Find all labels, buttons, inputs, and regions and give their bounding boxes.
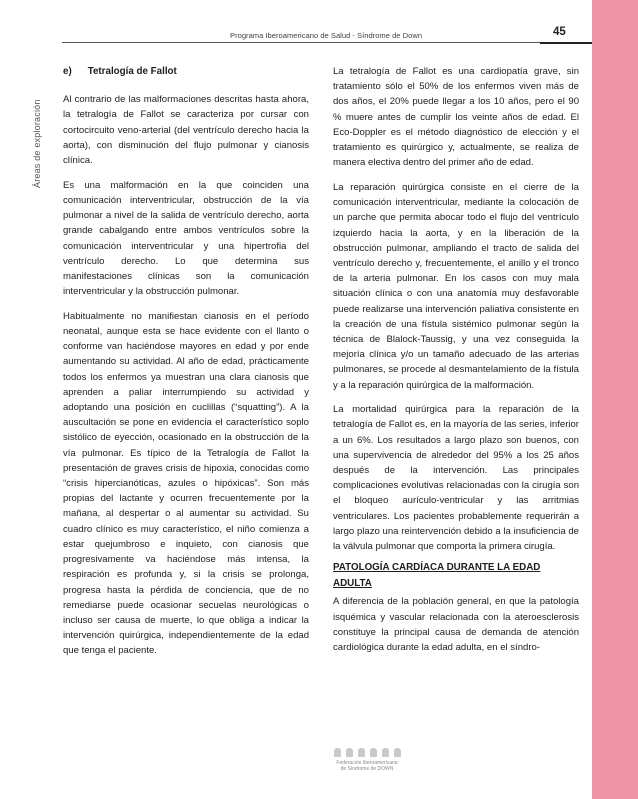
page-number-rule: [540, 42, 592, 44]
paragraph: Habitualmente no manifiestan cianosis en el período neonatal, aunque esta se hace evidente con el llanto o conforme van haciéndose mayores en edad y por ende aumentando su actividad. Al año de edad, prácticamente todos los enfermos ya muestran una clara cianosis que aprenden a paliar interrumpiendo su actividad y adoptando una posición en cuclillas (“squatting”). A la auscultación se pone en evidencia el característico soplo sistólico de eyección, ocasionado en la obstrucción de la vía pulmonar. Es típico de la Tetralogía de Fallot la presentación de graves crisis de hipoxia, conocidas como “crisis hipercianóticas, azules o hipóxicas”. Son más propias del lactante y ocurren frecuentemente por la mañana, al despertar o al aumentar su actividad. Su cuadro clínico es muy característico, el niño comienza a estar quejumbroso e inquieto, con cianosis que progresivamente va haciéndose más intensa, la respiración es profunda y, si la crisis se prolonga, progresa hasta la pérdida de conciencia, que de no remediarse puede ocasionar secuelas neurológicas o incluso ser causa de muerte, lo que obliga a indicar la intervención quirúrgica, independientemente de la edad que tenga el paciente.: [63, 310, 309, 657]
logo-figures-icon: [327, 748, 407, 757]
paragraph: A diferencia de la población general, en que la patología isquémica y vascular relacionada con la ateroesclerosis constituye la principal causa de demanda de atención cardiológica durante la edad adulta, en el síndro-: [333, 596, 579, 653]
subsection-heading: [63, 64, 309, 79]
side-section-label: Áreas de exploración: [32, 99, 42, 188]
right-column: [333, 64, 579, 665]
logo-org-line2: de Síndrome de DOWN: [340, 766, 394, 772]
subsection-title: Tetralogía de Fallot: [87, 66, 177, 77]
paragraph: La mortalidad quirúrgica para la reparación de la tetralogía de Fallot es, en la mayoría de las series, inferior a un 6%. Los resultados a largo plazo son buenos, con una supervivencia de alrededor del 95% a los 25 años después de la intervención. Las principales complicaciones evolutivas relacionadas con la cirugía son el bloqueo aurículo-ventricular y las arritmias ventriculares. Los pacientes probablemente requerirán a largo plazo una reintervención debido a la insuficiencia de la válvula pulmonar que comporta la primera cirugía.: [333, 404, 579, 553]
paragraph: Es una malformación en la que coinciden una comunicación interventricular, obstrucción de la vía pulmonar a nivel de la salida de ventrículo derecho, aorta grande cabalgando entre ambos ventrículos sobre la comunicación interventricular y una hipertrofia del ventrículo derecho. Lo que determina sus manifestaciones clínicas son la comunicación interventricular y la obstrucción pulmonar.: [63, 179, 309, 298]
left-column: [63, 64, 309, 668]
running-header-title: Programa Iberoamericano de Salud - Síndrome de Down: [230, 31, 423, 40]
logo-org-line1: Federación Iberoamericana: [336, 760, 398, 766]
paragraph: La reparación quirúrgica consiste en el cierre de la comunicación interventricular, mediante la colocación de un parche que permita abocar todo el flujo del ventrículo izquierdo hacia la aorta, y en la liberación de la obstrucción pulmonar, ampliando el tracto de salida del ventrículo derecho y, frecuentemente, el anillo y el tronco de la arteria pulmonar. En los casos con muy mala situación clínica o con una anatomía muy desfavorable puede realizarse una intervención paliativa consistente en la creación de una fístula sistémico pulmonar según la técnica de Blalock-Taussig, y una vez conseguida la mejoría clínica y/o un tamaño adecuado de las arterias pulmonares, se procede al desmantelamiento de la fístula y a la reparación quirúrgica de la malformación.: [333, 181, 579, 391]
pink-side-band: [592, 0, 638, 799]
paragraph: La tetralogía de Fallot es una cardiopatía grave, sin tratamiento sólo el 50% de los enfermos viven más de dos años, el 20% puede llegar a los 10 años, pero el 90 % muere antes de cumplir los veinte años de edad. El Eco-Doppler es el método diagnóstico de elección y el tratamiento es quirúrgico y, actualmente, se realiza de manera electiva dentro del primer año de edad.: [333, 66, 579, 169]
section-heading: PATOLOGÍA CARDÍACA DURANTE LA EDAD ADULTA: [333, 562, 541, 590]
header-rule: [62, 42, 592, 43]
paragraph: Al contrario de las malformaciones descritas hasta ahora, la tetralogía de Fallot se caracteriza por cursar con cortocircuito veno-arterial (del ventrículo derecho hacia la aorta), con disminución del flujo pulmonar y cianosis clínica.: [63, 94, 309, 167]
page-number: 45: [553, 26, 566, 38]
subsection-number: e): [63, 66, 72, 77]
federation-logo: [327, 748, 407, 788]
